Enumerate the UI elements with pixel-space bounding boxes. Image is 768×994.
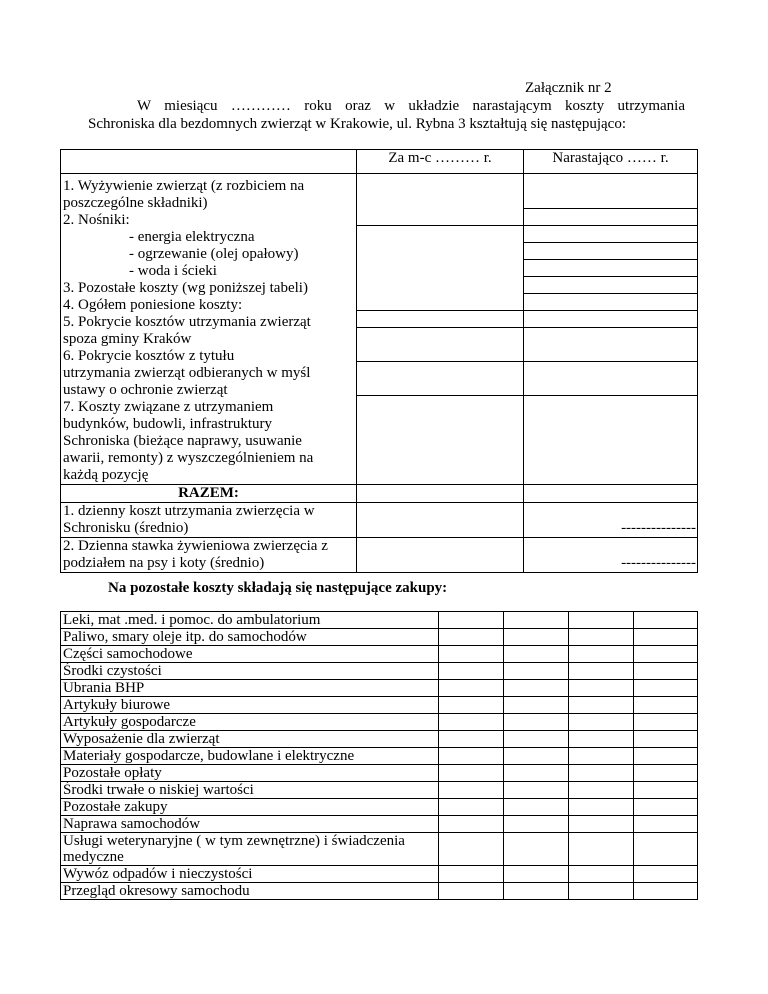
purchase-row bbox=[61, 765, 698, 782]
costs-table bbox=[60, 149, 698, 573]
purchase-name: Przegląd okresowy samochodu bbox=[63, 883, 250, 899]
row-coverage-act-line1: 6. Pokrycie kosztów z tytułu bbox=[63, 348, 235, 364]
purchase-value-cell bbox=[504, 748, 569, 765]
purchase-name: Ubrania BHP bbox=[63, 680, 145, 696]
purchase-name-cell bbox=[61, 714, 439, 731]
purchase-row bbox=[61, 714, 698, 731]
intro-line-1: W miesiącu ………… roku oraz w układzie narastającym koszty utrzymania bbox=[137, 98, 685, 114]
purchase-name-cell bbox=[61, 833, 439, 866]
purchase-value-cell bbox=[634, 714, 698, 731]
purchase-value-cell bbox=[439, 629, 504, 646]
daily-cost-row bbox=[61, 503, 698, 538]
purchase-value-cell bbox=[569, 663, 634, 680]
purchase-name-cell bbox=[61, 646, 439, 663]
costs-items-cell bbox=[61, 174, 357, 485]
purchase-name-cell bbox=[61, 629, 439, 646]
row-food-line2: poszczególne składniki) bbox=[63, 195, 208, 211]
purchase-value-cell bbox=[439, 782, 504, 799]
purchase-row bbox=[61, 883, 698, 900]
daily-food-cumulative-cell: --------------- bbox=[524, 538, 698, 573]
purchase-value-cell bbox=[569, 697, 634, 714]
purchase-value-cell bbox=[634, 765, 698, 782]
purchase-row bbox=[61, 663, 698, 680]
month-values-cell bbox=[357, 174, 524, 485]
daily-cost-line2: Schronisku (średnio) bbox=[63, 520, 189, 536]
purchase-value-cell bbox=[634, 629, 698, 646]
purchase-name-cell bbox=[61, 697, 439, 714]
costs-main-row bbox=[61, 174, 698, 485]
total-cumulative-cell bbox=[524, 485, 698, 503]
row-maintenance-line5: każdą pozycję bbox=[63, 467, 149, 483]
daily-cost-line1: 1. dzienny koszt utrzymania zwierzęcia w bbox=[63, 503, 315, 519]
row-electricity: - energia elektryczna bbox=[129, 229, 255, 245]
purchase-name: Wywóz odpadów i nieczystości bbox=[63, 866, 253, 882]
purchase-row bbox=[61, 697, 698, 714]
total-month-cell bbox=[357, 485, 524, 503]
purchase-value-cell bbox=[569, 782, 634, 799]
purchase-row bbox=[61, 629, 698, 646]
header-cumulative: Narastająco …… r. bbox=[524, 150, 698, 174]
purchase-value-cell bbox=[569, 680, 634, 697]
daily-food-label-cell bbox=[61, 538, 357, 573]
purchase-value-cell bbox=[569, 765, 634, 782]
purchase-name-cell bbox=[61, 782, 439, 799]
purchase-name: Pozostałe opłaty bbox=[63, 765, 162, 781]
purchase-value-cell bbox=[569, 833, 634, 866]
purchase-value-cell bbox=[504, 765, 569, 782]
row-utilities: 2. Nośniki: bbox=[63, 212, 130, 228]
purchase-value-cell bbox=[569, 883, 634, 900]
purchase-value-cell bbox=[439, 833, 504, 866]
row-other-costs: 3. Pozostałe koszty (wg poniższej tabeli) bbox=[63, 280, 308, 296]
purchase-row bbox=[61, 816, 698, 833]
purchase-value-cell bbox=[439, 697, 504, 714]
purchase-value-cell bbox=[504, 697, 569, 714]
row-coverage-outside-line2: spoza gminy Kraków bbox=[63, 331, 192, 347]
purchase-value-cell bbox=[504, 731, 569, 748]
total-label-cell bbox=[61, 485, 357, 503]
header-month: Za m-c ……… r. bbox=[357, 150, 524, 174]
purchase-value-cell bbox=[504, 612, 569, 629]
purchase-value-cell bbox=[569, 629, 634, 646]
purchase-name-cell bbox=[61, 866, 439, 883]
purchase-value-cell bbox=[504, 646, 569, 663]
purchase-name-cell bbox=[61, 883, 439, 900]
purchase-value-cell bbox=[634, 663, 698, 680]
purchase-row bbox=[61, 680, 698, 697]
other-costs-heading: Na pozostałe koszty składają się następujące zakupy: bbox=[108, 580, 448, 596]
purchase-value-cell bbox=[439, 866, 504, 883]
purchase-value-cell bbox=[504, 714, 569, 731]
purchase-value-cell bbox=[634, 782, 698, 799]
purchase-value-cell bbox=[504, 866, 569, 883]
purchase-value-cell bbox=[634, 731, 698, 748]
purchase-name: Środki czystości bbox=[63, 663, 162, 679]
row-food-line1: 1. Wyżywienie zwierząt (z rozbiciem na bbox=[63, 178, 305, 194]
purchase-name: Paliwo, smary oleje itp. do samochodów bbox=[63, 629, 307, 645]
purchase-value-cell bbox=[439, 731, 504, 748]
daily-cost-cumulative-cell: --------------- bbox=[524, 503, 698, 538]
purchase-value-cell bbox=[569, 866, 634, 883]
row-coverage-act-line2: utrzymania zwierząt odbieranych w myśl bbox=[63, 365, 311, 381]
row-maintenance-line1: 7. Koszty związane z utrzymaniem bbox=[63, 399, 274, 415]
purchase-value-cell bbox=[504, 816, 569, 833]
purchase-row bbox=[61, 833, 698, 866]
purchase-name: Wyposażenie dla zwierząt bbox=[63, 731, 220, 747]
purchase-row bbox=[61, 866, 698, 883]
purchase-value-cell bbox=[569, 612, 634, 629]
purchase-name: Środki trwałe o niskiej wartości bbox=[63, 782, 254, 798]
purchase-value-cell bbox=[634, 697, 698, 714]
purchase-name: Artykuły biurowe bbox=[63, 697, 171, 713]
purchase-value-cell bbox=[634, 883, 698, 900]
purchase-value-cell bbox=[439, 748, 504, 765]
purchase-value-cell bbox=[504, 799, 569, 816]
purchase-value-cell bbox=[504, 833, 569, 866]
purchase-value-cell bbox=[569, 816, 634, 833]
purchase-row bbox=[61, 748, 698, 765]
header-empty-cell bbox=[61, 150, 357, 174]
purchase-value-cell bbox=[569, 646, 634, 663]
row-maintenance-line3: Schroniska (bieżące naprawy, usuwanie bbox=[63, 433, 302, 449]
purchase-value-cell bbox=[634, 833, 698, 866]
purchase-name: Artykuły gospodarcze bbox=[63, 714, 196, 730]
purchase-name-cell bbox=[61, 799, 439, 816]
purchase-value-cell bbox=[504, 629, 569, 646]
purchase-value-cell bbox=[439, 799, 504, 816]
costs-table-header bbox=[61, 150, 698, 174]
purchase-value-cell bbox=[569, 799, 634, 816]
purchase-name: Części samochodowe bbox=[63, 646, 193, 662]
purchase-value-cell bbox=[569, 731, 634, 748]
purchase-name: Pozostałe zakupy bbox=[63, 799, 168, 815]
purchase-value-cell bbox=[634, 816, 698, 833]
daily-food-month-cell bbox=[357, 538, 524, 573]
purchase-value-cell bbox=[439, 663, 504, 680]
cumulative-values-cell bbox=[524, 174, 698, 485]
purchase-value-cell bbox=[439, 646, 504, 663]
purchase-name-cell bbox=[61, 612, 439, 629]
total-label: RAZEM: bbox=[178, 485, 239, 501]
row-coverage-outside-line1: 5. Pokrycie kosztów utrzymania zwierząt bbox=[63, 314, 311, 330]
purchase-value-cell bbox=[439, 816, 504, 833]
row-water: - woda i ścieki bbox=[129, 263, 217, 279]
purchase-value-cell bbox=[439, 612, 504, 629]
purchase-value-cell bbox=[439, 714, 504, 731]
purchase-name-cell bbox=[61, 731, 439, 748]
purchase-row bbox=[61, 799, 698, 816]
purchase-value-cell bbox=[504, 883, 569, 900]
row-maintenance-line4: awarii, remonty) z wyszczególnieniem na bbox=[63, 450, 314, 466]
daily-cost-label-cell bbox=[61, 503, 357, 538]
purchase-value-cell bbox=[504, 782, 569, 799]
row-total-costs: 4. Ogółem poniesione koszty: bbox=[63, 297, 243, 313]
purchase-value-cell bbox=[439, 765, 504, 782]
purchase-row bbox=[61, 731, 698, 748]
daily-cost-month-cell bbox=[357, 503, 524, 538]
purchase-name-cell bbox=[61, 663, 439, 680]
purchase-value-cell bbox=[504, 680, 569, 697]
attachment-label: Załącznik nr 2 bbox=[525, 80, 612, 96]
purchase-row bbox=[61, 782, 698, 799]
purchase-value-cell bbox=[439, 680, 504, 697]
purchase-value-cell bbox=[569, 748, 634, 765]
purchase-value-cell bbox=[634, 799, 698, 816]
purchase-name-continuation: medyczne bbox=[63, 849, 124, 865]
purchase-value-cell bbox=[634, 866, 698, 883]
purchases-table bbox=[60, 611, 698, 900]
row-heating: - ogrzewanie (olej opałowy) bbox=[129, 246, 299, 262]
purchase-name-cell bbox=[61, 765, 439, 782]
purchase-name-cell bbox=[61, 816, 439, 833]
purchase-name: Leki, mat .med. i pomoc. do ambulatorium bbox=[63, 612, 321, 628]
purchase-row bbox=[61, 646, 698, 663]
daily-food-row bbox=[61, 538, 698, 573]
purchase-value-cell bbox=[439, 883, 504, 900]
purchase-value-cell bbox=[634, 612, 698, 629]
purchase-name-cell bbox=[61, 680, 439, 697]
purchase-name: Materiały gospodarcze, budowlane i elektryczne bbox=[63, 748, 355, 764]
total-row bbox=[61, 485, 698, 503]
purchase-name: Usługi weterynaryjne ( w tym zewnętrzne) i świadczenia bbox=[63, 833, 405, 849]
purchase-row bbox=[61, 612, 698, 629]
intro-line-2: Schroniska dla bezdomnych zwierząt w Krakowie, ul. Rybna 3 kształtują się następująco: bbox=[88, 116, 626, 132]
purchase-value-cell bbox=[634, 680, 698, 697]
purchase-value-cell bbox=[504, 663, 569, 680]
purchase-name-cell bbox=[61, 748, 439, 765]
purchase-value-cell bbox=[569, 714, 634, 731]
purchase-value-cell bbox=[634, 748, 698, 765]
row-coverage-act-line3: ustawy o ochronie zwierząt bbox=[63, 382, 228, 398]
purchase-name: Naprawa samochodów bbox=[63, 816, 201, 832]
daily-food-line1: 2. Dzienna stawka żywieniowa zwierzęcia z bbox=[63, 538, 328, 554]
row-maintenance-line2: budynków, budowli, infrastruktury bbox=[63, 416, 273, 432]
purchase-value-cell bbox=[634, 646, 698, 663]
daily-food-line2: podziałem na psy i koty (średnio) bbox=[63, 555, 265, 571]
